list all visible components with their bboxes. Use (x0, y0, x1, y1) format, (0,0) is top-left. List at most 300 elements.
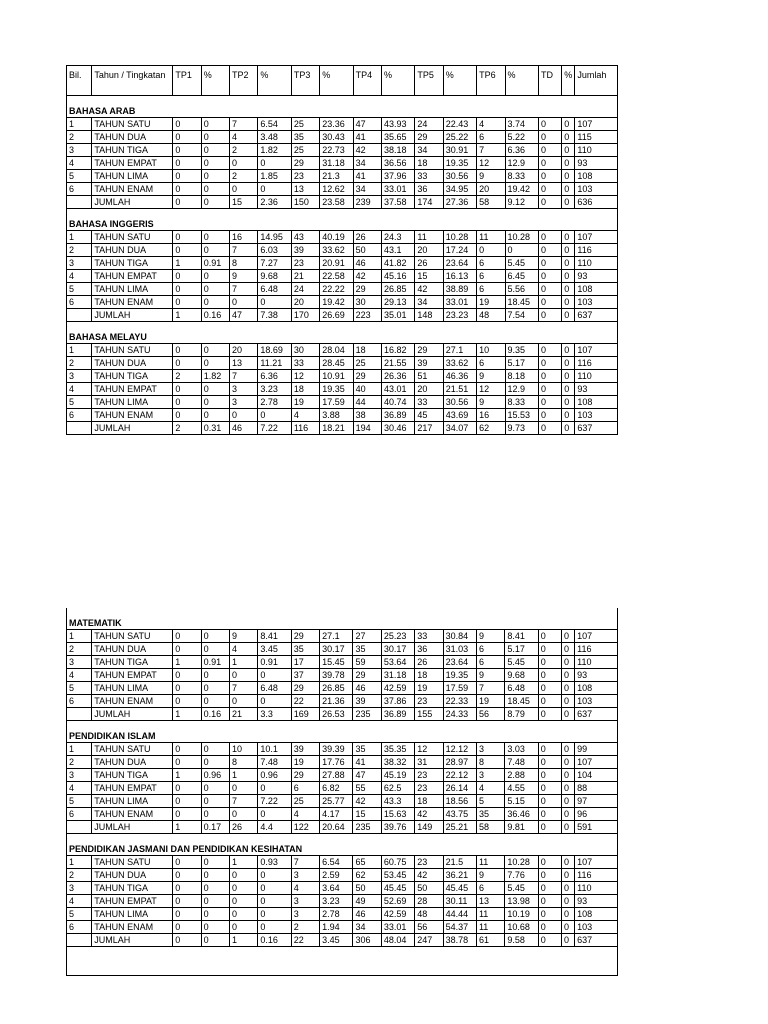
table-cell: 29 (353, 669, 381, 682)
table-cell: 2 (67, 643, 92, 656)
table-row (67, 357, 618, 370)
table-cell: 17.76 (320, 756, 353, 769)
table-cell: 0 (201, 244, 229, 257)
table-cell: 41 (353, 170, 381, 183)
table-cell: 0 (173, 934, 201, 947)
table-cell: 0 (201, 196, 229, 209)
table-cell: 0 (562, 630, 575, 643)
table-cell: 103 (575, 921, 618, 934)
table-cell: 31.18 (381, 669, 414, 682)
table-cell: 30 (291, 344, 319, 357)
table-cell: 24.33 (443, 708, 476, 721)
table-cell: 4 (291, 808, 319, 821)
table-cell: 45.19 (381, 769, 414, 782)
header-cell: Jumlah (575, 66, 618, 96)
table-cell: 0 (538, 708, 561, 721)
table-cell: 155 (415, 708, 443, 721)
table-cell: TAHUN EMPAT (92, 782, 173, 795)
table-cell: 26 (353, 231, 381, 244)
table-cell: 0.96 (258, 769, 291, 782)
table-cell: 46 (353, 908, 381, 921)
table-cell: TAHUN TIGA (92, 656, 173, 669)
table-cell: 9.35 (505, 344, 538, 357)
table-cell: TAHUN SATU (92, 344, 173, 357)
table-cell: 44 (353, 396, 381, 409)
table-cell: 38.89 (443, 283, 476, 296)
table-cell: 0 (538, 244, 561, 257)
table-row (67, 782, 618, 795)
table-cell: 30.46 (381, 422, 414, 435)
table-cell: 4 (67, 157, 92, 170)
table-cell: 3 (476, 769, 504, 782)
table-cell: 7 (229, 682, 257, 695)
table-cell: 30.17 (320, 643, 353, 656)
table-cell: 0 (562, 856, 575, 869)
header-cell: % (381, 66, 414, 96)
table-cell: 18 (353, 344, 381, 357)
table-cell: 7.48 (258, 756, 291, 769)
table-cell: 0 (201, 921, 229, 934)
table-cell: 15 (230, 196, 258, 209)
table-cell: 0 (173, 669, 201, 682)
table-cell: 0 (562, 196, 575, 209)
table-cell: 55 (353, 782, 381, 795)
table-cell: 0 (258, 921, 291, 934)
table-cell: 0 (562, 908, 575, 921)
table-cell: 43 (291, 231, 319, 244)
section-title: PENDIDIKAN JASMANI DAN PENDIDIKAN KESIHATAN (67, 843, 618, 856)
table-cell: 194 (353, 422, 381, 435)
table-cell: 35 (291, 643, 319, 656)
table-cell: 0 (562, 409, 575, 422)
spacer-cell (67, 721, 618, 731)
table-cell: 26.85 (320, 682, 353, 695)
table-cell: 10 (477, 344, 505, 357)
table-cell: 0 (538, 908, 561, 921)
table-cell: 1 (173, 769, 201, 782)
table-cell: 36.46 (505, 808, 538, 821)
table-cell: 56 (415, 921, 443, 934)
table-cell: 36.89 (381, 409, 414, 422)
table-cell: TAHUN DUA (92, 869, 173, 882)
spacer-row (67, 209, 618, 219)
table-cell: 19.35 (443, 157, 476, 170)
table-cell: 0 (538, 422, 561, 435)
table-cell: 0 (201, 131, 229, 144)
table-cell: 35.35 (381, 743, 414, 756)
table-cell: 1.85 (258, 170, 291, 183)
table-cell: 6 (477, 131, 505, 144)
table-cell: 28.97 (443, 756, 476, 769)
table-cell: 9.68 (505, 669, 538, 682)
table-cell: 27.36 (443, 196, 476, 209)
table-cell: 0 (538, 808, 561, 821)
table-cell: 3.45 (320, 934, 353, 947)
table-cell: 0 (562, 669, 575, 682)
table-cell: 0 (562, 157, 575, 170)
table-cell: 6.48 (258, 682, 291, 695)
table-cell: TAHUN DUA (92, 643, 173, 656)
table-cell: 9.12 (505, 196, 538, 209)
table-cell: 56 (476, 708, 504, 721)
table-cell: 24 (291, 283, 319, 296)
table-cell: 93 (575, 383, 618, 396)
table-row (67, 682, 618, 695)
table-cell: 37 (291, 669, 319, 682)
table-cell: 15.53 (505, 409, 538, 422)
table-cell: JUMLAH (92, 708, 173, 721)
table-cell: 0.93 (258, 856, 291, 869)
table-cell: 40 (353, 383, 381, 396)
table-cell: 19.35 (320, 383, 353, 396)
table-cell: 235 (353, 821, 381, 834)
table-cell: 0 (562, 895, 575, 908)
table-row (67, 921, 618, 934)
table-cell: 30.84 (443, 630, 476, 643)
table-cell: 0 (562, 296, 575, 309)
table-cell: 0 (173, 270, 201, 283)
table-cell: 0 (173, 396, 201, 409)
table-cell: 18.45 (505, 296, 538, 309)
table-cell (67, 422, 92, 435)
table-cell: 37.96 (381, 170, 414, 183)
table-cell: 0.16 (201, 708, 229, 721)
table-cell: 33.62 (320, 244, 353, 257)
table-cell: 5.45 (505, 257, 538, 270)
table-cell: 34 (415, 144, 443, 157)
table-cell: 50 (415, 882, 443, 895)
table-cell: 20 (415, 383, 443, 396)
table-cell: 38 (353, 409, 381, 422)
table-cell: 0 (258, 157, 291, 170)
table-cell: 0 (562, 695, 575, 708)
table-cell: 11 (415, 231, 443, 244)
table-cell: 41.82 (381, 257, 414, 270)
table-row (67, 344, 618, 357)
table-cell: 2 (173, 422, 201, 435)
table-cell: 47 (353, 769, 381, 782)
table-cell: 21 (229, 708, 257, 721)
table-cell: 0 (173, 630, 201, 643)
table-cell: 24 (415, 118, 443, 131)
table-cell: 0 (229, 782, 257, 795)
table-cell: 0 (538, 869, 561, 882)
table-cell: 0 (538, 344, 561, 357)
table-cell: 17.59 (320, 396, 353, 409)
table-cell: 45.45 (381, 882, 414, 895)
table-cell: 0 (562, 808, 575, 821)
total-row (67, 309, 618, 322)
table-cell: 0 (562, 934, 575, 947)
table-cell: 0.17 (201, 821, 229, 834)
table-cell: 0 (538, 882, 561, 895)
table-cell: 30.56 (443, 170, 476, 183)
table-cell: 4 (291, 882, 319, 895)
table-cell: 3 (230, 396, 258, 409)
table-cell: 0 (201, 695, 229, 708)
table-cell: TAHUN LIMA (92, 396, 173, 409)
table-row (67, 643, 618, 656)
table-cell: 6 (67, 409, 92, 422)
header-cell: % (258, 66, 291, 96)
table-cell: 3.48 (258, 131, 291, 144)
table-cell: 19.42 (505, 183, 538, 196)
table-cell: 62 (353, 869, 381, 882)
table-cell: 11 (476, 908, 504, 921)
table-row (67, 856, 618, 869)
table-cell: 4 (291, 409, 319, 422)
table-cell: 0 (201, 795, 229, 808)
table-cell: 0 (173, 808, 201, 821)
table-cell: 0 (538, 196, 561, 209)
table-cell: 0 (229, 895, 257, 908)
table-cell: 7 (230, 370, 258, 383)
table-cell: 0 (538, 921, 561, 934)
table-cell: 0 (230, 157, 258, 170)
table-cell: 9 (476, 630, 504, 643)
table-cell: 108 (575, 170, 618, 183)
table-cell: 58 (477, 196, 505, 209)
table-cell: TAHUN TIGA (92, 257, 173, 270)
table-cell: 33 (415, 630, 443, 643)
table-cell: 47 (353, 118, 381, 131)
table-cell: 46 (230, 422, 258, 435)
table-cell: 103 (575, 695, 618, 708)
table-cell: 1 (173, 257, 201, 270)
table-cell: 12 (291, 370, 319, 383)
table-cell: 6.48 (258, 283, 291, 296)
table-cell: 4 (67, 782, 92, 795)
table-cell: 0 (538, 821, 561, 834)
table-cell: 42.59 (381, 908, 414, 921)
table-cell: 0 (538, 409, 561, 422)
header-cell: % (320, 66, 353, 96)
table-cell: 6 (477, 257, 505, 270)
table-cell: 0 (538, 396, 561, 409)
table-cell: 50 (353, 244, 381, 257)
table-cell: 6 (67, 808, 92, 821)
table-cell: 29 (353, 283, 381, 296)
table-cell: 10.28 (505, 231, 538, 244)
table-cell: 1 (173, 821, 201, 834)
table-cell: 0 (562, 422, 575, 435)
table-cell: 27.1 (320, 630, 353, 643)
table-cell: TAHUN DUA (92, 357, 173, 370)
table-cell: TAHUN LIMA (92, 908, 173, 921)
table-cell: 4 (67, 895, 92, 908)
table-cell: 5.45 (505, 656, 538, 669)
table-cell: 30 (353, 296, 381, 309)
table-cell: 23.36 (320, 118, 353, 131)
table-cell: 60.75 (381, 856, 414, 869)
table-row (67, 869, 618, 882)
table-cell: 25 (353, 357, 381, 370)
table-cell: 18.56 (443, 795, 476, 808)
table-cell: 0 (173, 283, 201, 296)
table-cell: 4 (477, 118, 505, 131)
table-cell: 0 (538, 357, 561, 370)
table-cell: 21.5 (443, 856, 476, 869)
table-cell: 33.01 (381, 183, 414, 196)
section-title: BAHASA ARAB (67, 105, 618, 118)
table-cell: 47 (230, 309, 258, 322)
table-cell: 2 (291, 921, 319, 934)
table-cell: 13.98 (505, 895, 538, 908)
table-cell: 62 (477, 422, 505, 435)
table-cell: 0 (538, 656, 561, 669)
table-row (67, 183, 618, 196)
table-cell: 18 (291, 383, 319, 396)
table-cell: 0 (538, 170, 561, 183)
table-cell: 0 (562, 782, 575, 795)
table-cell: TAHUN ENAM (92, 808, 173, 821)
table-cell: 12.12 (443, 743, 476, 756)
table-cell: 0 (538, 756, 561, 769)
table-cell: 45 (415, 409, 443, 422)
table-row (67, 257, 618, 270)
table-cell: 0 (173, 743, 201, 756)
table-cell: 43.69 (443, 409, 476, 422)
table-cell: 1 (67, 118, 92, 131)
table-cell: 28 (415, 895, 443, 908)
table-cell: 0 (562, 708, 575, 721)
table-cell: 43.3 (381, 795, 414, 808)
table-cell: 9 (229, 630, 257, 643)
table-cell: TAHUN TIGA (92, 882, 173, 895)
table-cell: TAHUN DUA (92, 244, 173, 257)
table-cell: 13 (291, 183, 319, 196)
table-cell: 4.55 (505, 782, 538, 795)
table-cell: 0 (201, 383, 229, 396)
table-cell: 16.13 (443, 270, 476, 283)
header-cell: TP4 (353, 66, 381, 96)
table-cell: 169 (291, 708, 319, 721)
table-cell: 25.77 (320, 795, 353, 808)
table-row (67, 669, 618, 682)
table-cell: 21.36 (320, 695, 353, 708)
table-cell: 21 (291, 270, 319, 283)
table-cell: 0 (229, 882, 257, 895)
table-cell: 116 (575, 357, 618, 370)
table-cell: 21.55 (381, 357, 414, 370)
table-cell: 0 (562, 183, 575, 196)
table-cell: 46 (353, 682, 381, 695)
blank-cell (67, 947, 618, 976)
table-cell: 0 (562, 118, 575, 131)
table-cell: 12 (415, 743, 443, 756)
table-cell: 2 (67, 131, 92, 144)
table-cell: 13 (476, 895, 504, 908)
table-cell: 8.41 (505, 630, 538, 643)
table-cell: 0 (562, 882, 575, 895)
table-cell: 48.04 (381, 934, 414, 947)
table-cell: 2 (67, 869, 92, 882)
table-cell: 0 (173, 231, 201, 244)
table-cell: 107 (575, 344, 618, 357)
table-cell: 4 (230, 131, 258, 144)
table-cell: TAHUN ENAM (92, 409, 173, 422)
table-cell: 11.21 (258, 357, 291, 370)
table-cell: 4 (67, 669, 92, 682)
table-cell: 0 (173, 244, 201, 257)
table-cell: 5 (67, 396, 92, 409)
table-cell: 18 (415, 669, 443, 682)
table-cell: 7 (230, 244, 258, 257)
table-cell: 10 (229, 743, 257, 756)
header-cell: TP6 (477, 66, 505, 96)
table-cell: 247 (415, 934, 443, 947)
table-cell: 24.3 (381, 231, 414, 244)
table-cell: TAHUN LIMA (92, 170, 173, 183)
table-cell (67, 309, 92, 322)
table-cell: 35 (476, 808, 504, 821)
table-cell: 0 (258, 908, 291, 921)
table-cell: 0 (173, 118, 201, 131)
table-cell: 10.28 (443, 231, 476, 244)
table-cell: 0.16 (201, 309, 229, 322)
table-cell: 2 (230, 144, 258, 157)
table-cell: 4 (229, 643, 257, 656)
table-cell: 0 (562, 170, 575, 183)
table-cell: 0 (173, 895, 201, 908)
table-cell: 2 (67, 357, 92, 370)
table-cell: 7 (291, 856, 319, 869)
table-cell: 25 (291, 118, 319, 131)
table-row (67, 370, 618, 383)
table-cell: TAHUN TIGA (92, 144, 173, 157)
table-row (67, 882, 618, 895)
table-cell: 0 (258, 183, 291, 196)
table-cell: JUMLAH (92, 821, 173, 834)
table-cell: 36 (415, 183, 443, 196)
table-cell: TAHUN SATU (92, 743, 173, 756)
table-cell: 36.21 (443, 869, 476, 882)
table-cell: 3.64 (320, 882, 353, 895)
table-cell: 30.11 (443, 895, 476, 908)
table-cell: 10.68 (505, 921, 538, 934)
table-cell: 7.54 (505, 309, 538, 322)
table-cell: 0 (201, 170, 229, 183)
table-cell: 0 (201, 144, 229, 157)
table-cell: 50 (353, 882, 381, 895)
table-cell: 20.91 (320, 257, 353, 270)
table-cell: 35 (291, 131, 319, 144)
table-cell: 636 (575, 196, 618, 209)
table-row (67, 895, 618, 908)
header-cell: TP2 (230, 66, 258, 96)
table-cell: 103 (575, 296, 618, 309)
table-cell: 6.45 (505, 270, 538, 283)
table-cell: 0 (201, 270, 229, 283)
table-cell: 8.79 (505, 708, 538, 721)
table-cell: 29 (415, 131, 443, 144)
table-cell: 107 (575, 856, 618, 869)
table-cell: 2 (173, 370, 201, 383)
table-cell: 7.48 (505, 756, 538, 769)
table-cell: 93 (575, 895, 618, 908)
table-cell: 0 (562, 743, 575, 756)
table-cell: 0 (173, 131, 201, 144)
table-cell: 8.33 (505, 396, 538, 409)
table-cell: 9 (476, 669, 504, 682)
table-cell: 637 (575, 934, 618, 947)
table-cell: 591 (575, 821, 618, 834)
table-cell: 0 (201, 118, 229, 131)
table-cell: 19 (415, 682, 443, 695)
table-cell: 12 (477, 157, 505, 170)
table-cell: 5 (67, 908, 92, 921)
table-cell: 0 (562, 270, 575, 283)
